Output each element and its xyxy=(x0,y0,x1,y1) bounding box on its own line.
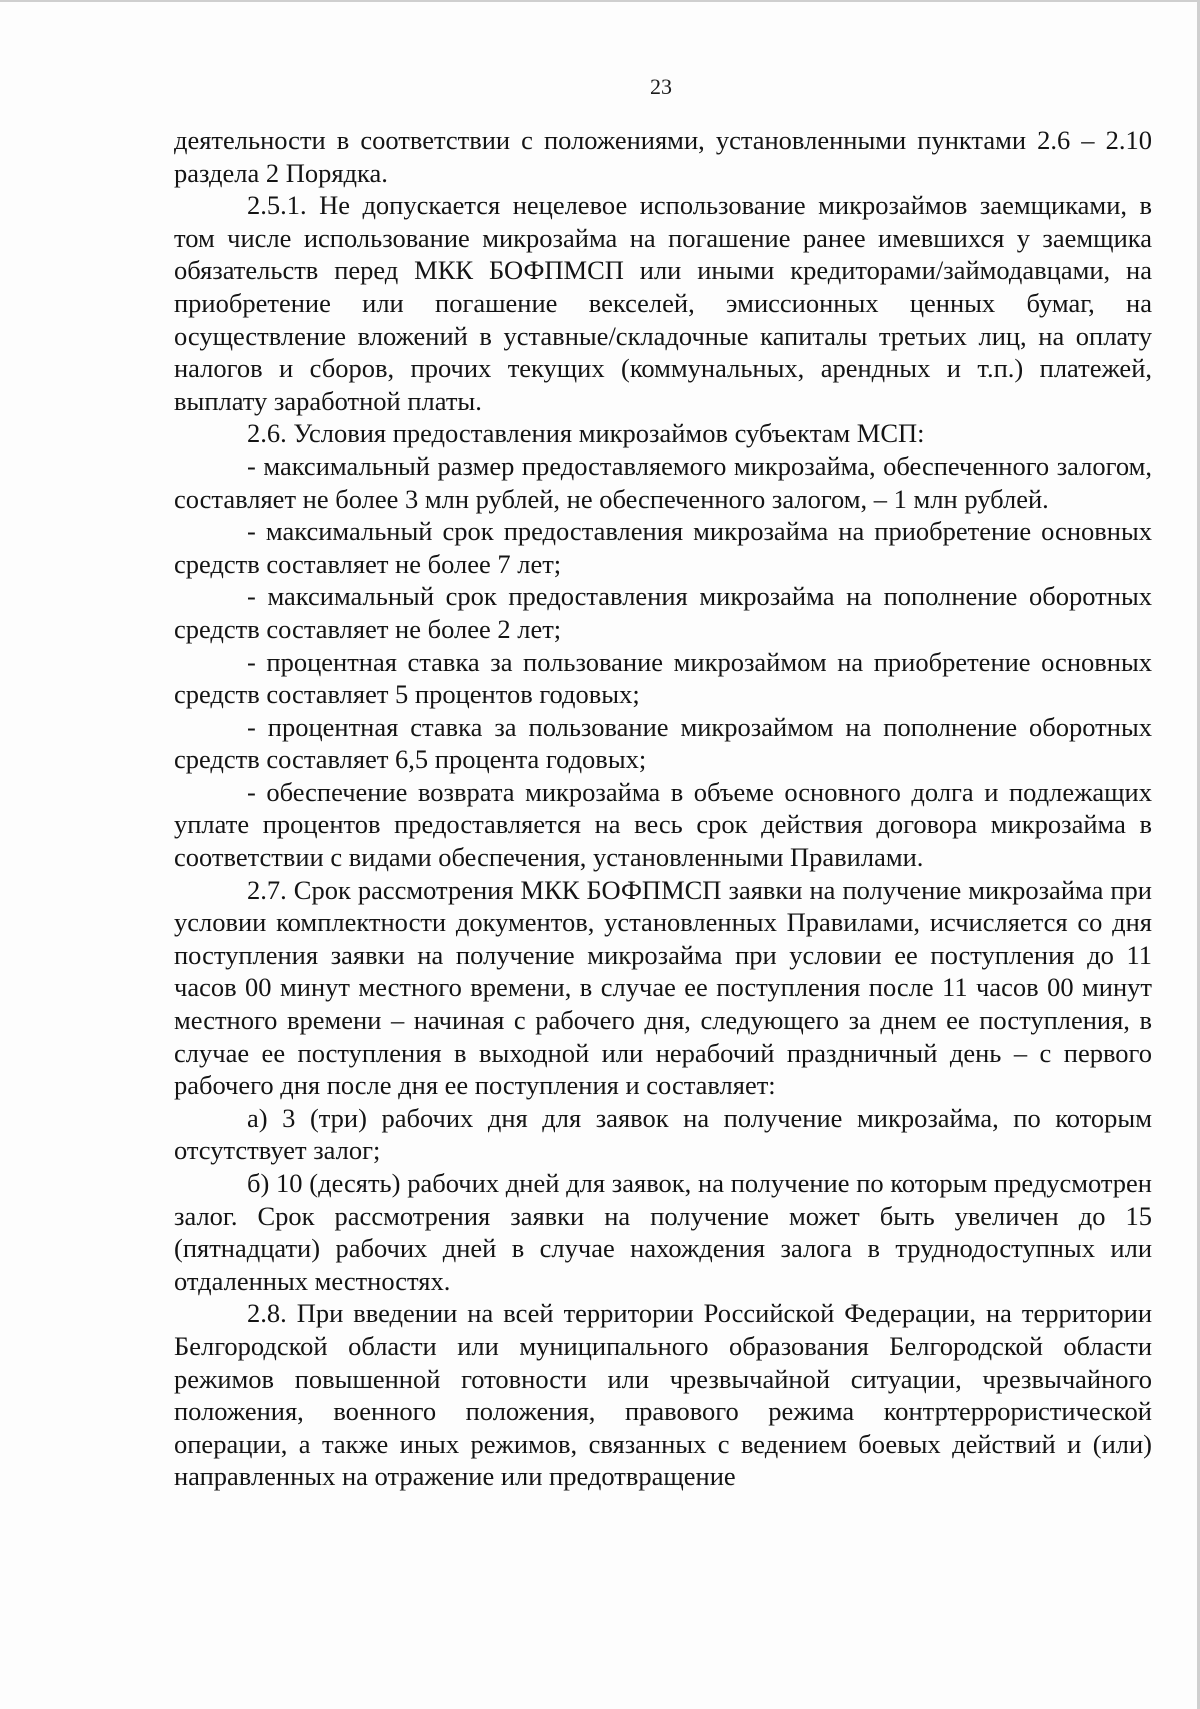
page-number: 23 xyxy=(650,74,672,99)
list-item-a: а) 3 (три) рабочих дня для заявок на получение микрозайма, по которым отсутствует залог; xyxy=(174,1102,1152,1166)
paragraph-2-5-1: 2.5.1. Не допускается нецелевое использование микрозаймов заемщиками, в том числе использование микрозайма на погашение ранее имевшихся у заемщика обязательств перед МКК БОФПМСП или иными кредиторами/займодавцами, на приобретение или погашение векселей, эмиссионных ценных бумаг, на осуществление вложений в уставные/складочные капиталы третьих лиц, на оплату налогов и сборов, прочих текущих (коммунальных, арендных и т.п.) платежей, выплату заработной платы. xyxy=(174,190,1152,416)
paragraph-2-8: 2.8. При введении на всей территории Российской Федерации, на территории Белгородской области или муниципального образования Белгородской области режимов повышенной готовности или чрезвычайной ситуации, чрезвычайного положения, военного положения, правового режима контртеррористической операции, а также иных режимов, связанных с ведением боевых действий и (или) направленных на отражение или предотвращение xyxy=(174,1298,1152,1492)
document-body xyxy=(174,124,1152,1493)
paragraph-2-7: 2.7. Срок рассмотрения МКК БОФПМСП заявки на получение микрозайма при условии комплектности документов, установленных Правилами, исчисляется со дня поступления заявки на получение микрозайма при условии ее поступления до 11 часов 00 минут местного времени, в случае ее поступления после 11 часов 00 минут местного времени – начиная с рабочего дня, следующего за днем ее поступления, в случае ее поступления в выходной или нерабочий праздничный день – с первого рабочего дня после дня ее поступления и составляет: xyxy=(174,874,1152,1101)
list-item-collateral: - обеспечение возврата микрозайма в объеме основного долга и подлежащих уплате процентов предоставляется на весь срок действия договора микрозайма в соответствии с видами обеспечения, установленными Правилами. xyxy=(174,776,1152,873)
list-item-rate-working-capital: - процентная ставка за пользование микрозаймом на пополнение оборотных средств составляет 6,5 процента годовых; xyxy=(174,711,1152,775)
list-item-term-working-capital: - максимальный срок предоставления микрозайма на пополнение оборотных средств составляет не более 2 лет; xyxy=(174,581,1152,644)
list-item-rate-fixed-assets: - процентная ставка за пользование микрозаймом на приобретение основных средств составляет 5 процентов годовых; xyxy=(174,646,1152,710)
list-item-b: б) 10 (десять) рабочих дней для заявок, на получение по которым предусмотрен залог. Срок рассмотрения заявки на получение может быть увеличен до 15 (пятнадцати) рабочих дней в случае нахождения залога в труднодоступных или отдаленных местностях. xyxy=(174,1168,1152,1296)
scan-edge-top xyxy=(0,0,1200,2)
list-item-term-fixed-assets: - максимальный срок предоставления микрозайма на приобретение основных средств составляет не более 7 лет; xyxy=(174,516,1152,579)
list-item-max-amount: - максимальный размер предоставляемого микрозайма, обеспеченного залогом, составляет не более 3 млн рублей, не обеспеченного залогом, – 1 млн рублей. xyxy=(174,450,1152,514)
paragraph-continuation: деятельности в соответствии с положениями, установленными пунктами 2.6 – 2.10 раздела 2 Порядка. xyxy=(174,125,1152,188)
paragraph-2-6-heading: 2.6. Условия предоставления микрозаймов субъектам МСП: xyxy=(247,418,925,449)
